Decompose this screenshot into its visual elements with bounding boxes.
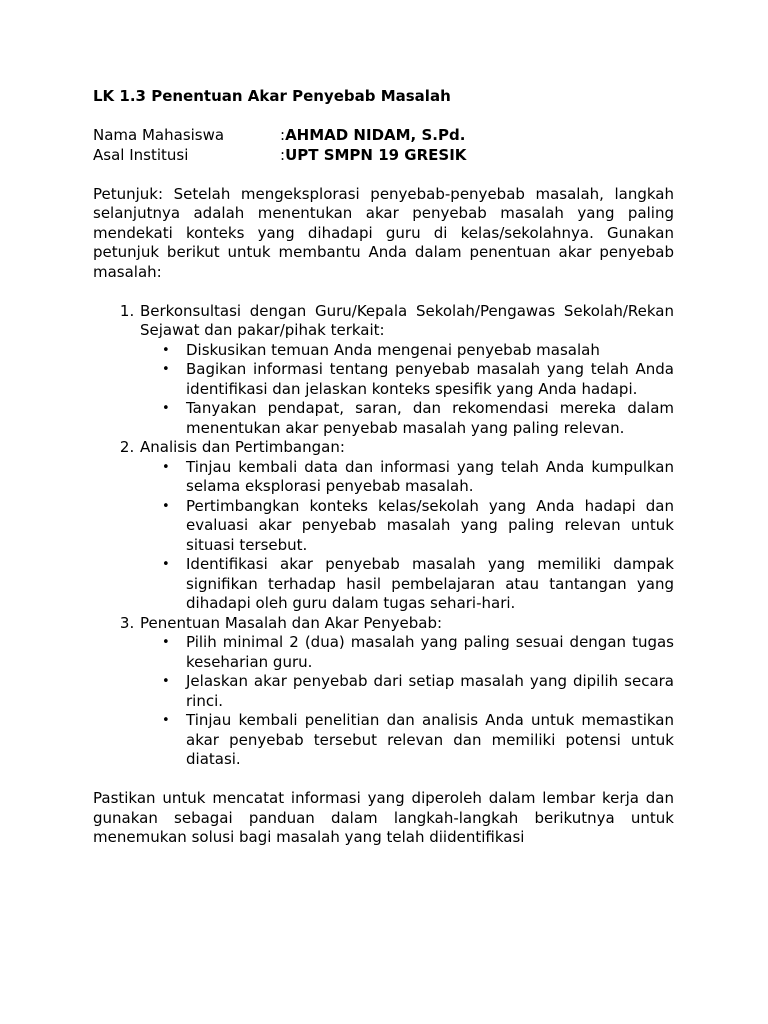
steps-list xyxy=(93,302,674,770)
identity-row-institution xyxy=(93,146,674,166)
bullet-icon: • xyxy=(162,557,170,572)
step-heading: 1. Berkonsultasi dengan Guru/Kepala Sekolah/Pengawas Sekolah/Rekan Sejawat dan pakar/pihak terkait: xyxy=(140,301,674,339)
step-item xyxy=(139,614,674,770)
step-bullet-list xyxy=(140,633,674,770)
identity-label: Asal Institusi xyxy=(93,145,189,164)
bullet-icon: • xyxy=(162,362,170,377)
step-item xyxy=(139,302,674,439)
bullet-icon: • xyxy=(162,342,170,358)
bullet-text: Identifikasi akar penyebab masalah yang memiliki dampak signifikan terhadap hasil pembelajaran atau tantangan yang dihadapi oleh guru dalam tugas sehari-hari. xyxy=(186,555,674,612)
closing-paragraph: Pastikan untuk mencatat informasi yang diperoleh dalam lembar kerja dan gunakan sebagai panduan dalam langkah-langkah berikutnya untuk menemukan solusi bagi masalah yang telah diidentifikasi xyxy=(93,789,674,846)
bullet-text: Pertimbangkan konteks kelas/sekolah yang Anda hadapi dan evaluasi akar penyebab masalah yang paling relevan untuk situasi tersebut. xyxy=(186,496,674,554)
document-page xyxy=(93,87,674,848)
document-title: LK 1.3 Penentuan Akar Penyebab Masalah xyxy=(93,87,451,105)
intro-paragraph: Petunjuk: Setelah mengeksplorasi penyebab-penyebab masalah, langkah selanjutnya adalah menentukan akar penyebab masalah yang paling mendekati konteks yang dihadapi guru di kelas/sekolahnya. Gunakan petunjuk berikut untuk membantu Anda dalam penentuan akar penyebab masalah: xyxy=(93,184,674,281)
identity-colon: : xyxy=(280,145,286,164)
identity-value: UPT SMPN 19 GRESIK xyxy=(285,145,467,164)
step-item xyxy=(139,438,674,614)
bullet-text: Diskusikan temuan Anda mengenai penyebab masalah xyxy=(186,340,600,359)
bullet-item xyxy=(162,399,674,438)
bullet-item xyxy=(162,633,674,672)
step-heading: 2. Analisis dan Pertimbangan: xyxy=(140,438,345,456)
bullet-icon: • xyxy=(162,498,170,514)
bullet-item xyxy=(162,360,674,399)
bullet-text: Tinjau kembali data dan informasi yang telah Anda kumpulkan selama eksplorasi penyebab masalah. xyxy=(186,457,674,495)
bullet-text: Pilih minimal 2 (dua) masalah yang paling sesuai dengan tugas keseharian guru. xyxy=(186,633,674,671)
bullet-item xyxy=(162,340,674,361)
step-heading: 3. Penentuan Masalah dan Akar Penyebab: xyxy=(140,613,443,632)
bullet-icon: • xyxy=(162,401,170,416)
bullet-icon: • xyxy=(162,674,170,689)
identity-row-name xyxy=(93,126,674,146)
bullet-item xyxy=(162,496,674,556)
bullet-item xyxy=(162,672,674,711)
identity-label: Nama Mahasiswa xyxy=(93,126,225,144)
bullet-item xyxy=(162,555,674,614)
identity-value: AHMAD NIDAM, S.Pd. xyxy=(285,126,466,144)
bullet-item xyxy=(162,457,674,497)
bullet-icon: • xyxy=(162,713,170,728)
bullet-item xyxy=(162,711,674,770)
bullet-icon: • xyxy=(162,459,170,475)
bullet-text: Tanyakan pendapat, saran, dan rekomendasi mereka dalam menentukan akar penyebab masalah yang paling relevan. xyxy=(186,399,674,437)
bullet-text: Jelaskan akar penyebab dari setiap masalah yang dipilih secara rinci. xyxy=(186,672,674,710)
bullet-text: Tinjau kembali penelitian dan analisis Anda untuk memastikan akar penyebab tersebut relevan dan memiliki potensi untuk diatasi. xyxy=(186,711,674,768)
identity-block xyxy=(93,126,674,165)
bullet-text: Bagikan informasi tentang penyebab masalah yang telah Anda identifikasi dan jelaskan konteks spesifik yang Anda hadapi. xyxy=(186,360,674,398)
bullet-icon: • xyxy=(162,635,170,650)
step-bullet-list xyxy=(140,341,674,439)
step-bullet-list xyxy=(140,458,674,614)
identity-colon: : xyxy=(280,126,286,144)
